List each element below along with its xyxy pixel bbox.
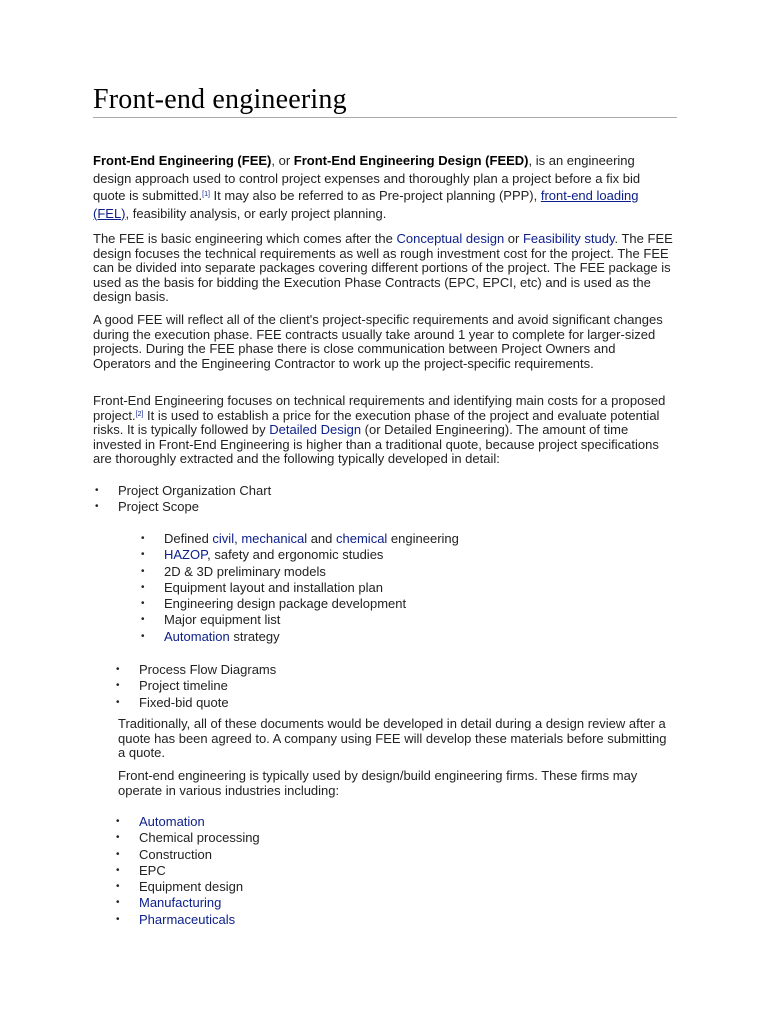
text-span: , safety and ergonomic studies [207, 547, 384, 563]
list-item [164, 629, 459, 645]
list-item: • EPC [139, 863, 260, 879]
text-span: , is an engineering design approach used to control project expenses and thoroughly plan a project before a fix bid quote is submitted. [93, 153, 641, 203]
list-item: • Equipment layout and installation plan [164, 580, 459, 596]
link-chemical[interactable]: chemical [336, 531, 388, 546]
text-span: or [504, 231, 523, 246]
project-scope-sublist [164, 531, 459, 645]
list-item: • Project Organization Chart [118, 483, 271, 499]
text-span: Defined [164, 531, 213, 546]
fee-basic-paragraph [93, 232, 673, 305]
deliverables-list [118, 483, 271, 516]
list-item [139, 912, 260, 928]
list-item: • Engineering design package development [164, 596, 459, 612]
text-span: It may also be referred to as Pre-project planning (PPP), [209, 188, 541, 203]
term-feed: Front-End Engineering Design (FEED) [293, 153, 529, 168]
link-automation-strategy[interactable]: Automation [164, 628, 230, 644]
list-item: • Construction [139, 847, 260, 863]
title-divider [93, 117, 677, 118]
fee-focus-paragraph [93, 394, 673, 467]
list-item: • Equipment design [139, 879, 260, 895]
list-item: • Project Scope [118, 499, 271, 515]
list-item: • 2D & 3D preliminary models [164, 564, 459, 580]
link-front-end-loading[interactable]: front-end loading (FEL) [93, 188, 639, 221]
list-item [164, 531, 459, 547]
link-civil[interactable]: civil [212, 531, 235, 546]
text-span: It is used to establish a price for the execution phase of the project and evaluate potential risks. It is typically followed by [93, 407, 660, 438]
list-item: • Project timeline [139, 678, 276, 694]
page-title: Front-end engineering [93, 84, 347, 115]
list-item: • Major equipment list [164, 612, 459, 628]
link-pharmaceuticals[interactable]: Pharmaceuticals [139, 911, 236, 927]
text-span: . The FEE design focuses the technical requirements as well as rough investment cost for the project. The FEE can be divided into separate packages covering different portions of the project. The FEE package is used as the basis for bidding the Execution Phase Contracts (EPC, EPCI, etc) and is used as the design basis. [93, 231, 673, 305]
industries-list [139, 814, 260, 928]
text-span: , [234, 531, 242, 546]
text-span: and [307, 531, 337, 546]
reference-2[interactable]: [2] [135, 410, 144, 418]
link-manufacturing[interactable]: Manufacturing [139, 895, 222, 911]
link-automation[interactable]: Automation [139, 814, 205, 829]
text-span: engineering [387, 531, 459, 546]
text-span: The FEE is basic engineering which comes after the [93, 231, 397, 246]
link-mechanical[interactable]: mechanical [241, 531, 308, 546]
text-span: strategy [229, 628, 280, 644]
text-span: , feasibility analysis, or early project planning. [125, 205, 387, 221]
deliverables-list-continued [139, 662, 276, 711]
list-item: • Process Flow Diagrams [139, 662, 276, 678]
link-feasibility-study[interactable]: Feasibility study [522, 231, 615, 246]
term-fee: Front-End Engineering (FEE) [93, 153, 272, 168]
link-detailed-design[interactable]: Detailed Design [269, 422, 362, 438]
text-span: (or Detailed Engineering). The amount of time invested in Front-End Engineering is higher than a traditional quote, because project specifications are thoroughly extracted and the following typically developed in detail: [93, 422, 659, 467]
text-span: Front-End Engineering focuses on technical requirements and identifying main costs for a proposed project. [93, 393, 666, 423]
industries-intro-paragraph: Front-end engineering is typically used by design/build engineering firms. These firms may operate in various industries including: [118, 768, 638, 798]
list-item [164, 547, 459, 563]
link-hazop[interactable]: HAZOP [164, 547, 208, 563]
traditionally-paragraph: Traditionally, all of these documents would be developed in detail during a design review after a quote has been agreed to. A company using FEE will develop these materials before submitting a quote. [118, 716, 667, 761]
list-item [139, 814, 260, 830]
list-item: • Chemical processing [139, 830, 260, 846]
good-fee-paragraph: A good FEE will reflect all of the client's project-specific requirements and avoid significant changes during the execution phase. FEE contracts usually take around 1 year to complete for larger-sized projects. During the FEE phase there is close communication between Project Owners and Operators and the Engineering Contractor to work up the project-specific requirements. [93, 312, 663, 371]
link-conceptual-design[interactable]: Conceptual design [396, 231, 505, 246]
list-item [139, 895, 260, 911]
list-item: • Fixed-bid quote [139, 695, 276, 711]
text-span: , or [271, 153, 294, 168]
reference-1[interactable]: [1] [202, 191, 210, 198]
intro-paragraph [93, 152, 673, 222]
